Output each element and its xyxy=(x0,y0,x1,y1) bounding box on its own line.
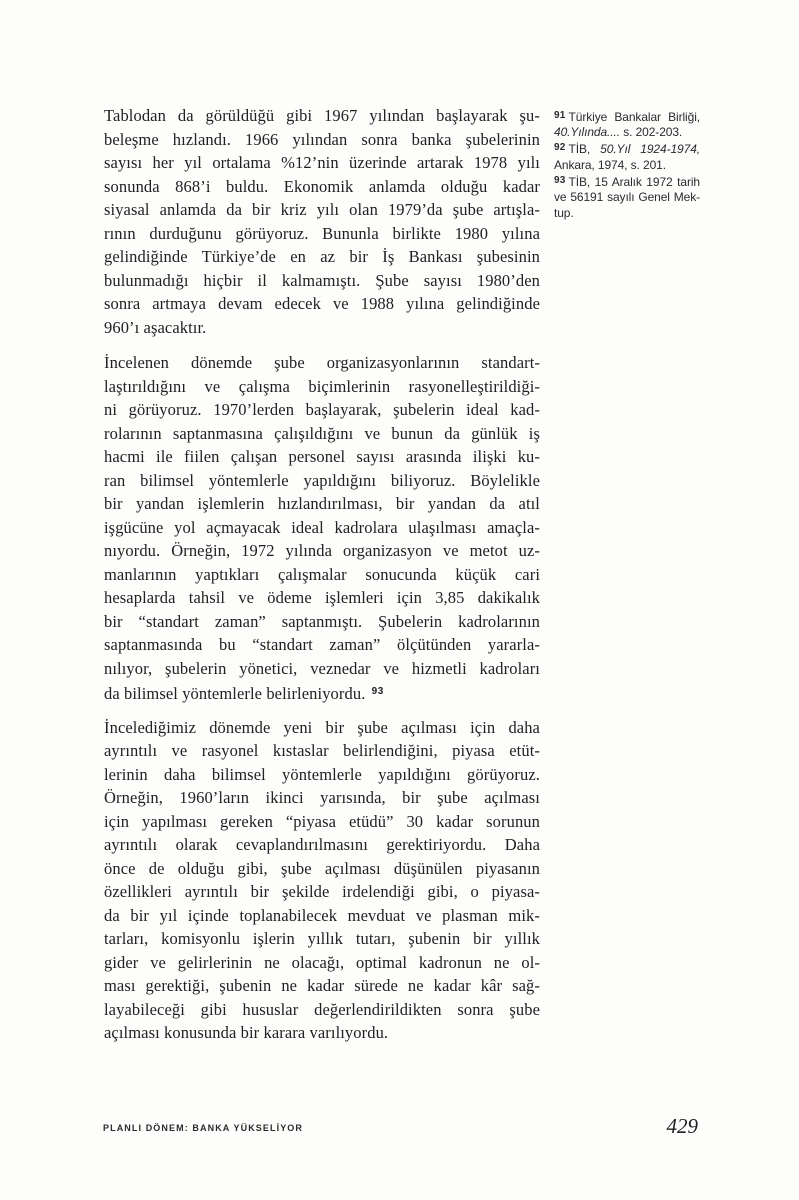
footnote-line xyxy=(554,124,700,140)
text-line: hesaplarda tahsil ve ödeme işlemleri için 3,85 dakikalık xyxy=(104,588,540,607)
text-line: bulunmadığı hiçbir il kalmamıştı. Şube sayısı 1980’den xyxy=(104,270,540,290)
footnote-line xyxy=(554,108,700,124)
footnote-number: 93 xyxy=(554,174,566,186)
text-line: lerinin daha bilimsel yöntemlerle yapıldığını görüyoruz. xyxy=(104,764,540,784)
text-line: ran bilimsel yöntemlerle yapıldığını biliyoruz. Böylelikle xyxy=(104,470,540,490)
text-line: nıyordu. Örneğin, 1972 yılında organizasyon ve metot uz- xyxy=(104,541,540,560)
text-line: laştırıldığını ve çalışma biçimlerinin rasyonelleştirildiği- xyxy=(104,376,540,396)
text-line: tarları, komisyonlu işlerin yıllık tutarı, şubenin bir yıllık xyxy=(104,929,540,948)
main-text-column xyxy=(104,104,540,1057)
text-line: bir yandan işlemlerin hızlandırılması, bir yandan da atıl xyxy=(104,494,540,513)
text-line: ayrıntılı olarak cevaplandırılmasını gerektiriyordu. Daha xyxy=(104,835,540,854)
text-line: rının durduğunu görüyoruz. Bununla birlikte 1980 yılına xyxy=(104,223,540,243)
text-line: siyasal anlamda da bir kriz yılı olan 1979’da şube artışla- xyxy=(104,200,540,219)
text-line: işgücüne yol açmayacak ideal kadrolara ulaşılması amaçla- xyxy=(104,517,540,537)
margin-footnotes xyxy=(554,108,700,221)
footnote xyxy=(554,173,700,222)
text-line: sonra artmaya devam edecek ve 1988 yılına gelindiğinde xyxy=(104,294,540,313)
footnote-text: TİB, xyxy=(568,142,601,157)
text-line: 960’ı aşacaktır. xyxy=(104,317,207,337)
text-line: saptanmasında bu “standart zaman” ölçütünden yararla- xyxy=(104,635,540,654)
footnote xyxy=(554,140,700,172)
footnote-line xyxy=(554,205,700,221)
text-line: layabileceği gibi hususlar değerlendirildikten sonra şube xyxy=(104,999,540,1019)
text-line: İncelediğimiz dönemde yeni bir şube açılması için daha xyxy=(104,717,540,737)
text-line: gider ve gelirlerinin ne olacağı, optimal kadronun ne ol- xyxy=(104,952,540,972)
footnote-number: 91 xyxy=(554,110,566,121)
footnote xyxy=(554,108,700,140)
footnote-line xyxy=(554,157,700,173)
footnote-line xyxy=(554,173,700,189)
running-header-title: PLANLI DÖNEM: BANKA YÜKSELİYOR xyxy=(103,1123,304,1133)
text-line: Tablodan da görüldüğü gibi 1967 yılından başlayarak şu- xyxy=(104,106,540,125)
text-line: ması gerektiği, şubenin ne kadar sürede ne kadar kâr sağ- xyxy=(104,976,540,995)
text-line: rolarının saptanmasına çalışıldığını ve bunun da günlük iş xyxy=(104,423,540,443)
footnote-reference: 93 xyxy=(371,686,384,697)
cited-work-title: 50.Yıl 1924-1974, xyxy=(600,142,701,157)
footnote-text: Türkiye Bankalar Birliği, xyxy=(568,110,700,124)
paragraph xyxy=(104,716,540,1045)
text-line: beleşme hızlandı. 1966 yılından sonra banka şubelerinin xyxy=(104,129,540,149)
text-line: ayrıntılı ve rasyonel kıstaslar belirlendiğini, piyasa etüt- xyxy=(104,741,540,760)
paragraph xyxy=(104,104,540,339)
footnote-text: s. 202-203. xyxy=(619,125,683,140)
text-line: özellikleri ayrıntılı bir şekilde irdelendiği gibi, o piyasa- xyxy=(104,882,540,901)
text-line: da bir yıl içinde toplanabilecek mevduat ve plasman mik- xyxy=(104,905,540,925)
text-line: manlarının yaptıkları çalışmalar sonucunda küçük cari xyxy=(104,564,540,584)
page-number: 429 xyxy=(666,1114,698,1138)
text-line: sonunda 868’i buldu. Ekonomik anlamda olduğu kadar xyxy=(104,176,540,196)
text-line: ni görüyoruz. 1970’lerden başlayarak, şubelerin ideal kad- xyxy=(104,400,540,419)
text-line: bir “standart zaman” saptanmıştı. Şubelerin kadrolarının xyxy=(104,611,540,631)
text-line: gelindiğinde Türkiye’de en az bir İş Bankası şubesinin xyxy=(104,247,540,266)
text-line: da bilimsel yöntemlerle belirleniyordu. $^{93}$ xyxy=(104,684,384,703)
text-line: Örneğin, 1960’ların ikinci yarısında, bir şube açılması xyxy=(104,788,540,807)
footnote-line xyxy=(554,189,700,205)
footnote-text: tup. xyxy=(554,206,574,221)
text-line: sayısı her yıl ortalama %12’nin üzerinde artarak 1978 yılı xyxy=(104,153,540,172)
text-line: açılması konusunda bir karara varılıyordu. xyxy=(104,1023,389,1042)
text-line: önce de olduğu gibi, şube açılması düşünülen piyasanın xyxy=(104,858,540,878)
paragraph xyxy=(104,351,540,704)
cited-work-title: 40.Yılında.... xyxy=(554,125,620,140)
footnote-line xyxy=(554,140,700,156)
text-line: nılıyor, şubelerin yönetici, veznedar ve hizmetli kadroları xyxy=(104,658,540,678)
text-line: için yapılması gereken “piyasa etüdü” 30 kadar sorunun xyxy=(104,811,540,831)
text-line: hacmi ile fiilen çalışan personel sayısı arasında ilişki ku- xyxy=(104,447,540,466)
footnote-number: 92 xyxy=(554,142,566,154)
text-line: İncelenen dönemde şube organizasyonlarının standart- xyxy=(104,353,540,372)
footnote-text: Ankara, 1974, s. 201. xyxy=(554,157,666,172)
footnote-text: TİB, 15 Aralık 1972 tarih xyxy=(568,174,700,189)
footnote-text: ve 56191 sayılı Genel Mek- xyxy=(554,189,700,204)
